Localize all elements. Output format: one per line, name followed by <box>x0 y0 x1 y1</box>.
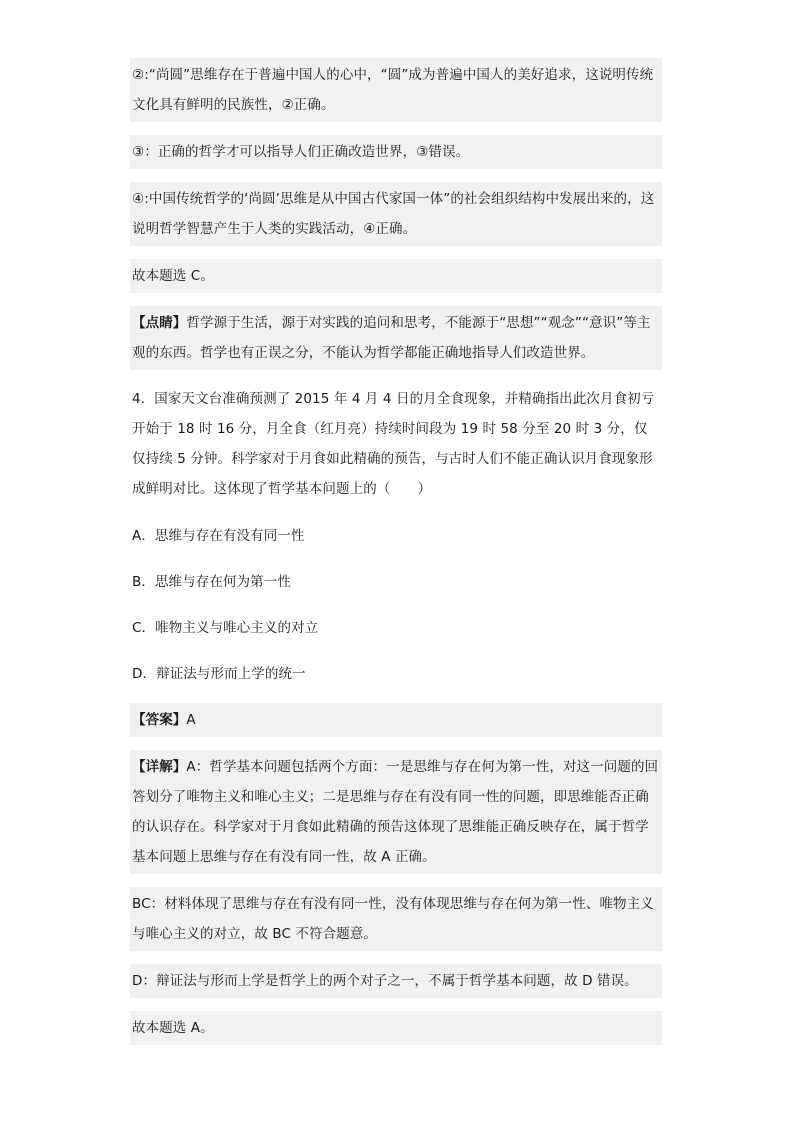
tip-paragraph <box>130 306 662 370</box>
detail-paragraph <box>130 750 662 874</box>
detail-bc: BC：材料体现了思维与存在有没有同一性，没有体现思维与存在何为第一性、唯物主义与唯心主义的对立，故 BC 不符合题意。 <box>130 887 662 951</box>
analysis-item-2: ②:“尚圆”思维存在于普遍中国人的心中，“圆”成为普遍中国人的美好追求，这说明传统文化具有鲜明的民族性，②正确。 <box>130 58 662 122</box>
option-a: A．思维与存在有没有同一性 <box>130 519 662 553</box>
question-4-conclusion: 故本题选 A。 <box>130 1011 662 1045</box>
detail-text: A：哲学基本问题包括两个方面：一是思维与存在何为第一性，对这一问题的回答划分了唯物主义和唯心主义；二是思维与存在有没有同一性的问题，即思维能否正确的认识存在。科学家对于月食如此精确的预告这体现了思维能正确反映存在，属于哲学基本问题上思维与存在有没有同一性，故 A 正确。 <box>132 759 659 865</box>
document-page <box>130 58 662 1058</box>
answer-value: A <box>186 712 196 728</box>
answer-paragraph <box>130 703 662 737</box>
analysis-conclusion: 故本题选 C。 <box>130 259 662 293</box>
tip-text: 哲学源于生活，源于对实践的追问和思考，不能源于“思想”“观念”“意识”等主观的东西。哲学也有正误之分，不能认为哲学都能正确地指导人们改造世界。 <box>132 315 651 361</box>
option-d: D．辩证法与形而上学的统一 <box>130 657 662 691</box>
option-c: C．唯物主义与唯心主义的对立 <box>130 611 662 645</box>
analysis-item-4: ④:中国传统哲学的‘尚圆’思维是从中国古代家国一体”的社会组织结构中发展出来的，这说明哲学智慧产生于人类的实践活动，④正确。 <box>130 182 662 246</box>
tip-tag: 【点睛】 <box>132 315 187 331</box>
option-b: B．思维与存在何为第一性 <box>130 565 662 599</box>
analysis-item-3: ③：正确的哲学才可以指导人们正确改造世界，③错误。 <box>130 135 662 169</box>
answer-tag: 【答案】 <box>132 712 187 728</box>
detail-tag: 【详解】 <box>132 759 187 775</box>
detail-d: D：辩证法与形而上学是哲学上的两个对子之一，不属于哲学基本问题，故 D 错误。 <box>130 964 662 998</box>
question-4-stem: 4．国家天文台准确预测了 2015 年 4 月 4 日的月全食现象，并精确指出此次月食初亏开始于 18 时 16 分，月全食（红月亮）持续时间段为 19 时 58 分至 20 时 3 分，仅仅持续 5 分钟。科学家对于月食如此精确的预告，与古时人们不能正确认识月食现象形成鲜明对比。这体现了哲学基本问题上的（ ） <box>130 382 662 506</box>
